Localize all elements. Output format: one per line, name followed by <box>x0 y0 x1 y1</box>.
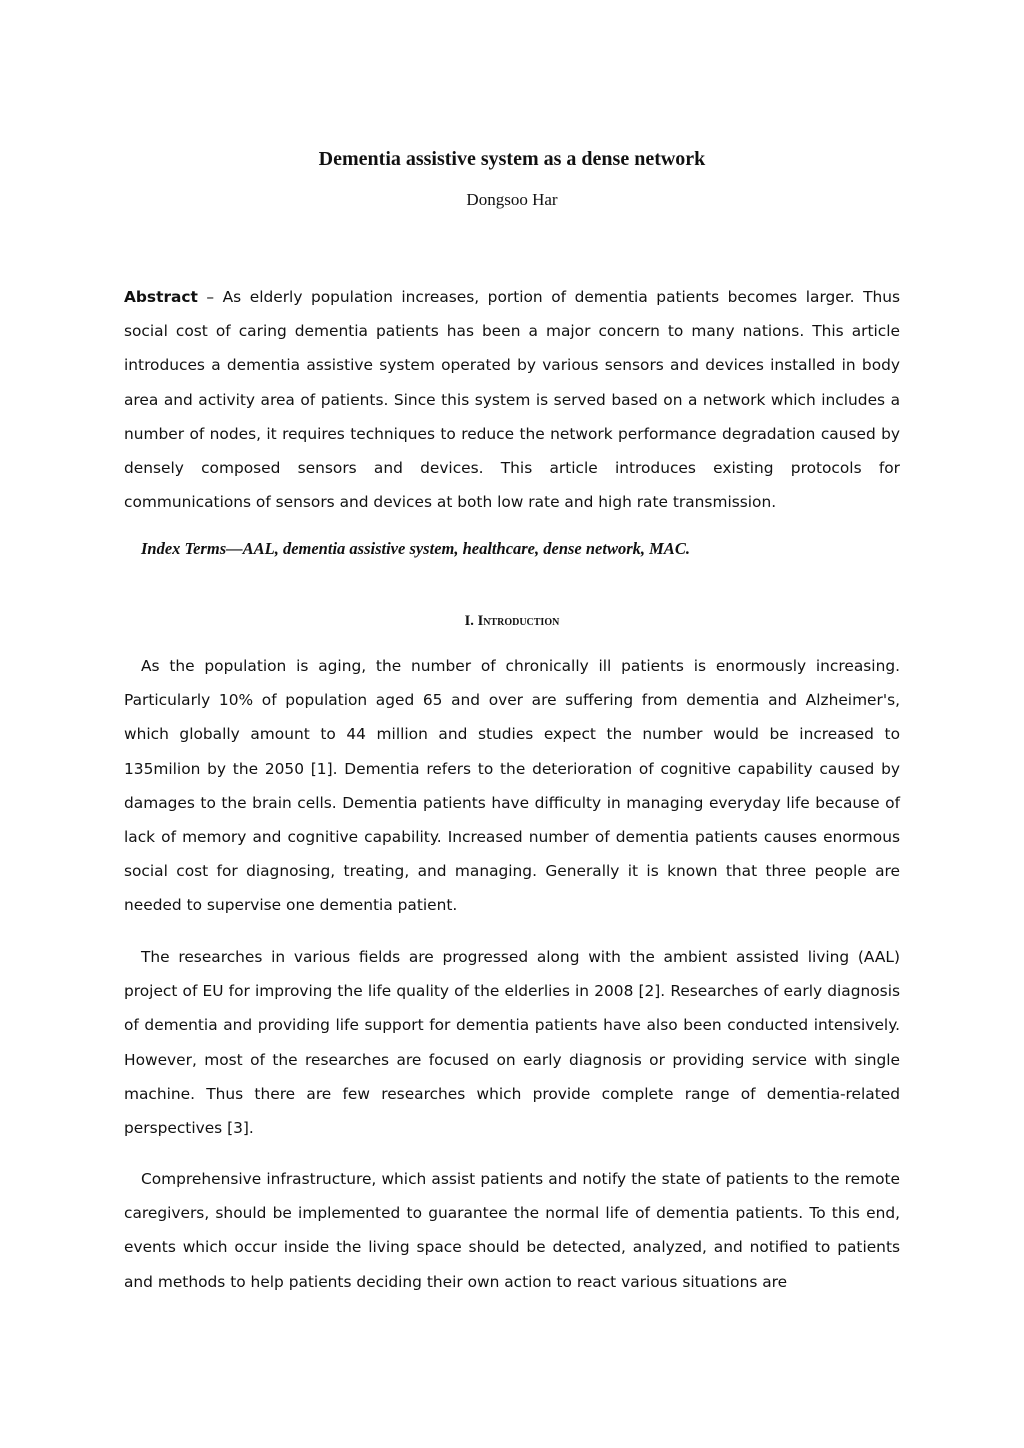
abstract-text: – As elderly population increases, portion of dementia patients becomes larger. Thus social cost of caring dementia patients has been a major concern to many nations. This article introduces a dementia assistive system operated by various sensors and devices installed in body area and activity area of patients. Since this system is served based on a network which includes a number of nodes, it requires techniques to reduce the network performance degradation caused by densely composed sensors and devices. This article introduces existing protocols for communications of sensors and devices at both low rate and high rate transmission. <box>124 288 900 512</box>
paper-title: Dementia assistive system as a dense network <box>318 148 706 170</box>
section-heading-introduction <box>0 610 1024 632</box>
intro-paragraph-3: Comprehensive infrastructure, which assist patients and notify the state of patients to the remote caregivers, should be implemented to guarantee the normal life of dementia patients. To this end, events which occur inside the living space should be detected, analyzed, and notified to patients and methods to help patients deciding their own action to react various situations are <box>124 1170 900 1291</box>
abstract-label: Abstract <box>124 288 198 306</box>
intro-paragraph-2: The researches in various fields are progressed along with the ambient assisted living (AAL) project of EU for improving the life quality of the elderlies in 2008 [2]. Researches of early diagnosis of dementia and providing life support for dementia patients have also been conducted intensively. However, most of the researches are focused on early diagnosis or providing service with single machine. Thus there are few researches which provide complete range of dementia-related perspectives [3]. <box>124 948 900 1138</box>
index-terms: Index Terms—AAL, dementia assistive system, healthcare, dense network, MAC. <box>141 539 690 558</box>
author-name: Dongsoo Har <box>466 190 558 209</box>
section-title: Introduction <box>477 613 560 629</box>
section-number: I. <box>464 613 474 629</box>
abstract <box>124 280 900 519</box>
intro-paragraph-1: As the population is aging, the number of chronically ill patients is enormously increasing. Particularly 10% of population aged 65 and over are suffering from dementia and Alzheimer's, which globally amount to 44 million and studies expect the number would be increased to 135milion by the 2050 [1]. Dementia refers to the deterioration of cognitive capability caused by damages to the brain cells. Dementia patients have difficulty in managing everyday life because of lack of memory and cognitive capability. Increased number of dementia patients causes enormous social cost for diagnosing, treating, and managing. Generally it is known that three people are needed to supervise one dementia patient. <box>124 657 900 915</box>
